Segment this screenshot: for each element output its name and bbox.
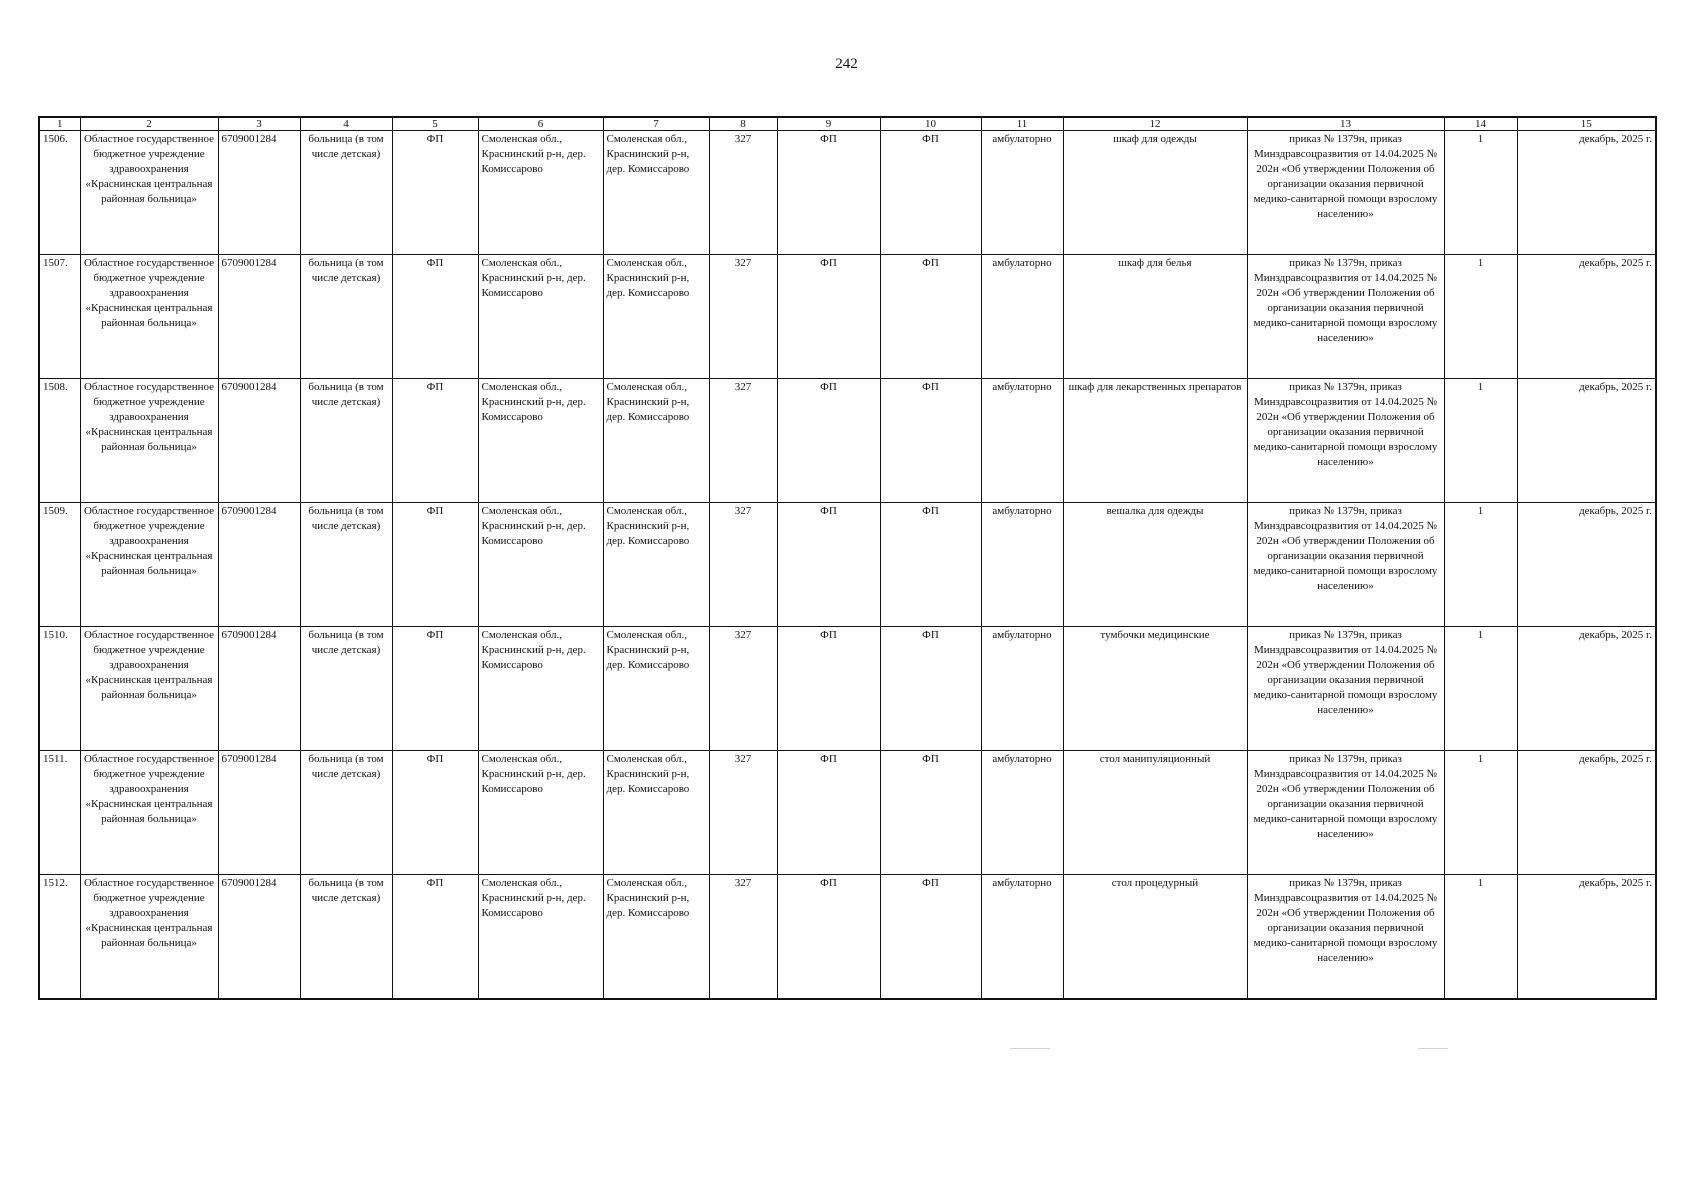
quantity-cell: 1: [1444, 379, 1517, 503]
code-cell: 327: [709, 503, 777, 627]
address-actual-cell: Смоленская обл., Краснинский р-н, дер. Комиссарово: [603, 751, 709, 875]
legal-basis-cell: приказ № 1379н, приказ Минздравсоцразвития от 14.04.2025 № 202н «Об утверждении Положения об организации оказания первичной медико-санитарной помощи взрослому населению»: [1247, 131, 1444, 255]
address-actual-cell: Смоленская обл., Краснинский р-н, дер. Комиссарово: [603, 379, 709, 503]
column-number-12: 12: [1063, 117, 1247, 131]
table-row: [39, 379, 1656, 503]
scan-mark: [1418, 1048, 1448, 1049]
inn-cell: 6709001284: [218, 131, 300, 255]
inn-cell: 6709001284: [218, 875, 300, 999]
organization-name-cell: Областное государственное бюджетное учреждение здравоохранения «Краснинская центральная районная больница»: [80, 379, 218, 503]
quantity-cell: 1: [1444, 131, 1517, 255]
column-number-11: 11: [981, 117, 1063, 131]
facility-type-cell: больница (в том числе детская): [300, 627, 392, 751]
row-number-cell: 1511.: [39, 751, 80, 875]
organization-name-cell: Областное государственное бюджетное учреждение здравоохранения «Краснинская центральная районная больница»: [80, 131, 218, 255]
row-number-cell: 1508.: [39, 379, 80, 503]
unit-col-9-cell: ФП: [777, 503, 880, 627]
unit-type-cell: ФП: [392, 255, 478, 379]
facility-type-cell: больница (в том числе детская): [300, 503, 392, 627]
address-legal-cell: Смоленская обл., Краснинский р-н, дер. Комиссарово: [478, 131, 603, 255]
equipment-register-table: [38, 116, 1657, 1000]
unit-col-9-cell: ФП: [777, 875, 880, 999]
column-number-7: 7: [603, 117, 709, 131]
column-number-8: 8: [709, 117, 777, 131]
address-legal-cell: Смоленская обл., Краснинский р-н, дер. Комиссарово: [478, 627, 603, 751]
code-cell: 327: [709, 255, 777, 379]
code-cell: 327: [709, 379, 777, 503]
unit-col-10-cell: ФП: [880, 379, 981, 503]
legal-basis-cell: приказ № 1379н, приказ Минздравсоцразвития от 14.04.2025 № 202н «Об утверждении Положения об организации оказания первичной медико-санитарной помощи взрослому населению»: [1247, 379, 1444, 503]
inn-cell: 6709001284: [218, 751, 300, 875]
facility-type-cell: больница (в том числе детская): [300, 875, 392, 999]
unit-col-9-cell: ФП: [777, 379, 880, 503]
facility-type-cell: больница (в том числе детская): [300, 131, 392, 255]
column-number-2: 2: [80, 117, 218, 131]
column-number-14: 14: [1444, 117, 1517, 131]
inn-cell: 6709001284: [218, 255, 300, 379]
column-number-4: 4: [300, 117, 392, 131]
unit-col-10-cell: ФП: [880, 131, 981, 255]
unit-col-10-cell: ФП: [880, 751, 981, 875]
row-number-cell: 1509.: [39, 503, 80, 627]
table-body: [39, 131, 1656, 999]
unit-col-10-cell: ФП: [880, 627, 981, 751]
column-number-10: 10: [880, 117, 981, 131]
table-row: [39, 255, 1656, 379]
legal-basis-cell: приказ № 1379н, приказ Минздравсоцразвития от 14.04.2025 № 202н «Об утверждении Положения об организации оказания первичной медико-санитарной помощи взрослому населению»: [1247, 503, 1444, 627]
address-legal-cell: Смоленская обл., Краснинский р-н, дер. Комиссарово: [478, 751, 603, 875]
equipment-name-cell: шкаф для белья: [1063, 255, 1247, 379]
address-legal-cell: Смоленская обл., Краснинский р-н, дер. Комиссарово: [478, 875, 603, 999]
column-number-row: [39, 117, 1656, 131]
equipment-name-cell: стол процедурный: [1063, 875, 1247, 999]
legal-basis-cell: приказ № 1379н, приказ Минздравсоцразвития от 14.04.2025 № 202н «Об утверждении Положения об организации оказания первичной медико-санитарной помощи взрослому населению»: [1247, 627, 1444, 751]
address-actual-cell: Смоленская обл., Краснинский р-н, дер. Комиссарово: [603, 627, 709, 751]
row-number-cell: 1510.: [39, 627, 80, 751]
facility-type-cell: больница (в том числе детская): [300, 379, 392, 503]
scan-mark: [1010, 1048, 1050, 1049]
row-number-cell: 1506.: [39, 131, 80, 255]
unit-col-9-cell: ФП: [777, 751, 880, 875]
unit-type-cell: ФП: [392, 379, 478, 503]
table-row: [39, 503, 1656, 627]
organization-name-cell: Областное государственное бюджетное учреждение здравоохранения «Краснинская центральная районная больница»: [80, 503, 218, 627]
address-actual-cell: Смоленская обл., Краснинский р-н, дер. Комиссарово: [603, 255, 709, 379]
unit-col-10-cell: ФП: [880, 503, 981, 627]
equipment-name-cell: шкаф для лекарственных препаратов: [1063, 379, 1247, 503]
equipment-name-cell: стол манипуляционный: [1063, 751, 1247, 875]
care-mode-cell: амбулаторно: [981, 875, 1063, 999]
inn-cell: 6709001284: [218, 627, 300, 751]
equipment-name-cell: тумбочки медицинские: [1063, 627, 1247, 751]
column-number-3: 3: [218, 117, 300, 131]
page-number: 242: [835, 56, 858, 72]
organization-name-cell: Областное государственное бюджетное учреждение здравоохранения «Краснинская центральная районная больница»: [80, 875, 218, 999]
legal-basis-cell: приказ № 1379н, приказ Минздравсоцразвития от 14.04.2025 № 202н «Об утверждении Положения об организации оказания первичной медико-санитарной помощи взрослому населению»: [1247, 255, 1444, 379]
organization-name-cell: Областное государственное бюджетное учреждение здравоохранения «Краснинская центральная районная больница»: [80, 255, 218, 379]
delivery-date-cell: декабрь, 2025 г.: [1517, 503, 1656, 627]
care-mode-cell: амбулаторно: [981, 503, 1063, 627]
table-row: [39, 751, 1656, 875]
code-cell: 327: [709, 627, 777, 751]
address-actual-cell: Смоленская обл., Краснинский р-н, дер. Комиссарово: [603, 875, 709, 999]
column-number-5: 5: [392, 117, 478, 131]
column-number-1: 1: [39, 117, 80, 131]
delivery-date-cell: декабрь, 2025 г.: [1517, 379, 1656, 503]
address-actual-cell: Смоленская обл., Краснинский р-н, дер. Комиссарово: [603, 131, 709, 255]
facility-type-cell: больница (в том числе детская): [300, 751, 392, 875]
legal-basis-cell: приказ № 1379н, приказ Минздравсоцразвития от 14.04.2025 № 202н «Об утверждении Положения об организации оказания первичной медико-санитарной помощи взрослому населению»: [1247, 875, 1444, 999]
unit-type-cell: ФП: [392, 627, 478, 751]
unit-type-cell: ФП: [392, 503, 478, 627]
quantity-cell: 1: [1444, 627, 1517, 751]
column-number-13: 13: [1247, 117, 1444, 131]
table-row: [39, 875, 1656, 999]
care-mode-cell: амбулаторно: [981, 255, 1063, 379]
row-number-cell: 1507.: [39, 255, 80, 379]
care-mode-cell: амбулаторно: [981, 131, 1063, 255]
address-legal-cell: Смоленская обл., Краснинский р-н, дер. Комиссарово: [478, 379, 603, 503]
care-mode-cell: амбулаторно: [981, 627, 1063, 751]
address-legal-cell: Смоленская обл., Краснинский р-н, дер. Комиссарово: [478, 255, 603, 379]
unit-col-9-cell: ФП: [777, 627, 880, 751]
code-cell: 327: [709, 875, 777, 999]
delivery-date-cell: декабрь, 2025 г.: [1517, 255, 1656, 379]
unit-type-cell: ФП: [392, 875, 478, 999]
equipment-name-cell: шкаф для одежды: [1063, 131, 1247, 255]
facility-type-cell: больница (в том числе детская): [300, 255, 392, 379]
code-cell: 327: [709, 751, 777, 875]
inn-cell: 6709001284: [218, 379, 300, 503]
quantity-cell: 1: [1444, 751, 1517, 875]
equipment-name-cell: вешалка для одежды: [1063, 503, 1247, 627]
unit-col-9-cell: ФП: [777, 255, 880, 379]
quantity-cell: 1: [1444, 503, 1517, 627]
delivery-date-cell: декабрь, 2025 г.: [1517, 627, 1656, 751]
address-actual-cell: Смоленская обл., Краснинский р-н, дер. Комиссарово: [603, 503, 709, 627]
organization-name-cell: Областное государственное бюджетное учреждение здравоохранения «Краснинская центральная районная больница»: [80, 627, 218, 751]
table-row: [39, 131, 1656, 255]
legal-basis-cell: приказ № 1379н, приказ Минздравсоцразвития от 14.04.2025 № 202н «Об утверждении Положения об организации оказания первичной медико-санитарной помощи взрослому населению»: [1247, 751, 1444, 875]
delivery-date-cell: декабрь, 2025 г.: [1517, 875, 1656, 999]
column-number-9: 9: [777, 117, 880, 131]
delivery-date-cell: декабрь, 2025 г.: [1517, 751, 1656, 875]
care-mode-cell: амбулаторно: [981, 751, 1063, 875]
unit-col-10-cell: ФП: [880, 875, 981, 999]
unit-col-9-cell: ФП: [777, 131, 880, 255]
care-mode-cell: амбулаторно: [981, 379, 1063, 503]
inn-cell: 6709001284: [218, 503, 300, 627]
table-row: [39, 627, 1656, 751]
unit-type-cell: ФП: [392, 751, 478, 875]
column-number-15: 15: [1517, 117, 1656, 131]
delivery-date-cell: декабрь, 2025 г.: [1517, 131, 1656, 255]
quantity-cell: 1: [1444, 875, 1517, 999]
address-legal-cell: Смоленская обл., Краснинский р-н, дер. Комиссарово: [478, 503, 603, 627]
row-number-cell: 1512.: [39, 875, 80, 999]
unit-col-10-cell: ФП: [880, 255, 981, 379]
unit-type-cell: ФП: [392, 131, 478, 255]
quantity-cell: 1: [1444, 255, 1517, 379]
code-cell: 327: [709, 131, 777, 255]
organization-name-cell: Областное государственное бюджетное учреждение здравоохранения «Краснинская центральная районная больница»: [80, 751, 218, 875]
column-number-6: 6: [478, 117, 603, 131]
